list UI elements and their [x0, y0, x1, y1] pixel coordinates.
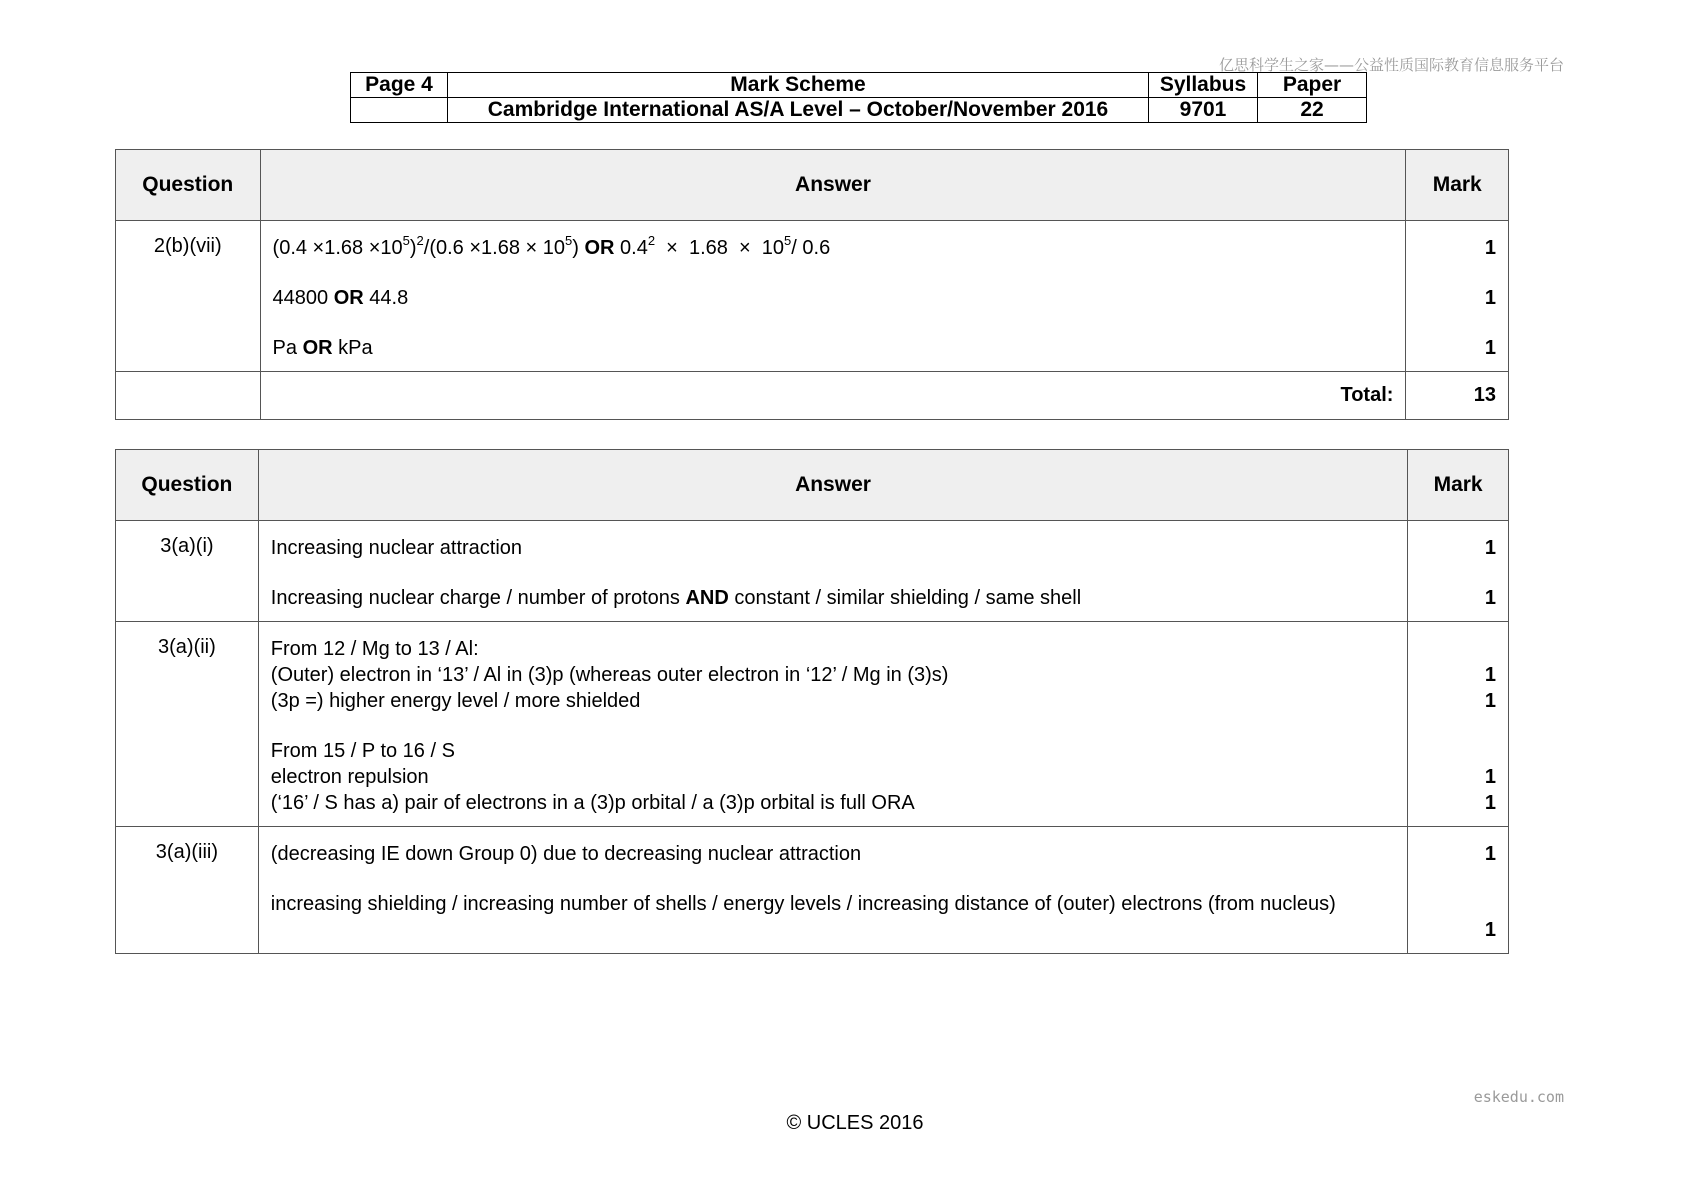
empty-cell [351, 98, 448, 123]
mark-value: 1 [1484, 337, 1496, 359]
question-number: 3(a)(ii) [116, 622, 259, 827]
mark-scheme-table-1 [115, 149, 1509, 420]
answer-line: (decreasing IE down Group 0) due to decreasing nuclear attraction [270, 843, 862, 865]
question-header: Question [116, 450, 259, 521]
answer-line: Increasing nuclear charge / number of protons AND constant / similar shielding / same shell [270, 587, 1082, 609]
mark-scheme-table-2 [115, 449, 1509, 954]
table-row [116, 521, 1509, 622]
answer-header: Answer [260, 150, 1406, 221]
mark-value: 1 [1484, 287, 1496, 309]
mark-value: 1 [1484, 587, 1496, 609]
answer-line: $(0.4 \times 1.68 \times 10^5)^2/(0.6 \times 1.68 \times 10^5)$ OR $0.4^2 \times 1.68 \times 10^5/$ 0.6 [272, 233, 831, 259]
mark-value: 1 [1484, 792, 1496, 814]
answer-line: Pa OR kPa [272, 337, 373, 359]
mark-value: 1 [1484, 690, 1496, 712]
total-value: 13 [1406, 372, 1509, 420]
mark-header: Mark [1408, 450, 1509, 521]
answer-header: Answer [258, 450, 1407, 521]
answer-cell [260, 221, 1406, 372]
mark-cell [1408, 622, 1509, 827]
answer-line: 44800 OR 44.8 [272, 287, 409, 309]
header-table [350, 72, 1367, 123]
mark-value: 1 [1484, 664, 1496, 686]
table-header-row [116, 450, 1509, 521]
answer-line: electron repulsion [270, 766, 429, 788]
mark-cell [1408, 521, 1509, 622]
doc-title: Mark Scheme [448, 73, 1149, 98]
paper-label: Paper [1258, 73, 1367, 98]
mark-cell [1406, 221, 1509, 372]
answer-line: Increasing nuclear attraction [270, 537, 523, 559]
total-row [116, 372, 1509, 420]
watermark-top: 亿思科学生之家——公益性质国际教育信息服务平台 [1218, 56, 1564, 74]
mark-value: 1 [1484, 766, 1496, 788]
mark-value: 1 [1484, 919, 1496, 941]
answer-cell [258, 827, 1407, 954]
mark-header: Mark [1406, 150, 1509, 221]
mark-value: 1 [1484, 537, 1496, 559]
question-number: 3(a)(iii) [116, 827, 259, 954]
watermark-bottom: eskedu.com [1473, 1088, 1564, 1106]
table-row [116, 622, 1509, 827]
answer-cell [258, 521, 1407, 622]
paper-code: 22 [1258, 98, 1367, 123]
empty-cell [116, 372, 261, 420]
mark-value: 1 [1484, 843, 1496, 865]
question-number: 2(b)(vii) [116, 221, 261, 372]
table-header-row [116, 150, 1509, 221]
answer-line: From 15 / P to 16 / S [270, 740, 455, 762]
answer-line: (3p =) higher energy level / more shielded [270, 690, 641, 712]
mark-cell [1408, 827, 1509, 954]
table-row [116, 221, 1509, 372]
syllabus-label: Syllabus [1149, 73, 1258, 98]
mark-value: 1 [1484, 237, 1496, 259]
question-header: Question [116, 150, 261, 221]
copyright-footer: © UCLES 2016 [786, 1112, 924, 1134]
table-row [116, 827, 1509, 954]
question-number: 3(a)(i) [116, 521, 259, 622]
answer-cell [258, 622, 1407, 827]
doc-subtitle: Cambridge International AS/A Level – October/November 2016 [448, 98, 1149, 123]
syllabus-code: 9701 [1149, 98, 1258, 123]
answer-line: (Outer) electron in ‘13’ / Al in (3)p (whereas outer electron in ‘12’ / Mg in (3)s) [270, 664, 949, 686]
answer-line: From 12 / Mg to 13 / Al: [270, 638, 479, 660]
page-number: Page 4 [351, 73, 448, 98]
answer-line: (‘16’ / S has a) pair of electrons in a (3)p orbital / a (3)p orbital is full ORA [270, 792, 915, 814]
answer-line: increasing shielding / increasing number of shells / energy levels / increasing distance of (outer) electrons (from nucleus) [270, 893, 1336, 915]
total-label: Total: [260, 372, 1406, 420]
